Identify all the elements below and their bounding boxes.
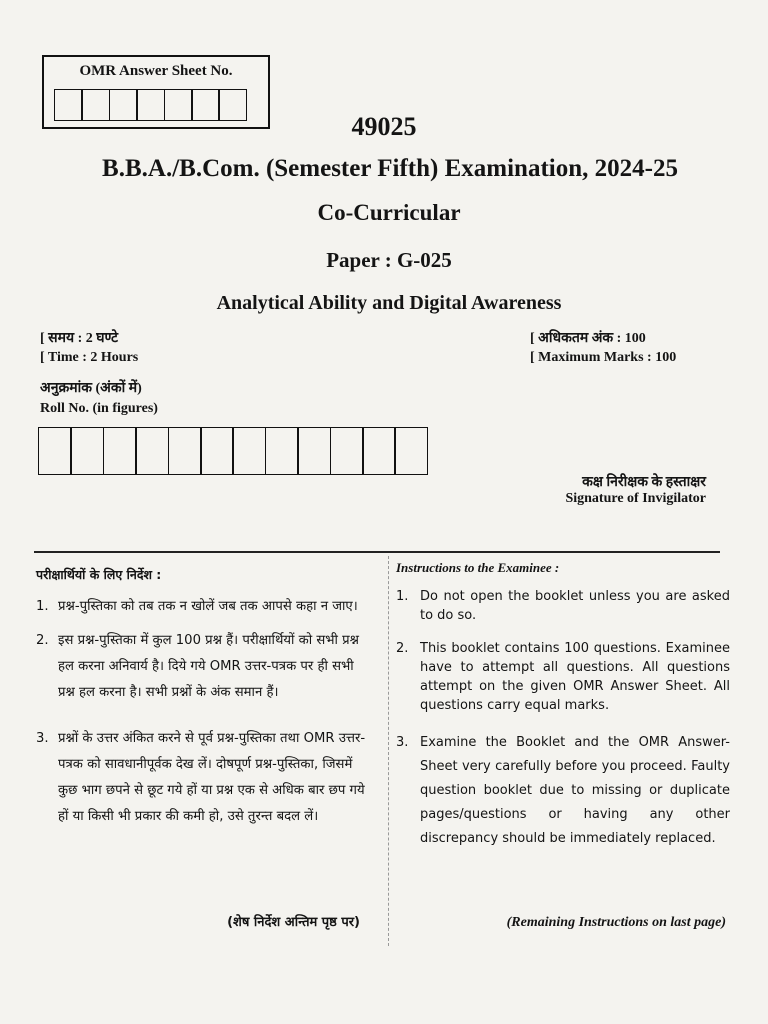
- roll-cell[interactable]: [232, 427, 266, 475]
- instruction-english-item: [396, 731, 730, 851]
- item-text: Examine the Booklet and the OMR Answer-Sheet very carefully before you proceed. Faulty question booklet due to missing or duplicate pages/questions or having any other discrepancy should be immediately replaced.: [420, 735, 730, 846]
- instructions-hindi: [36, 562, 368, 836]
- instructions-hindi-heading: परीक्षार्थियों के लिए निर्देश :: [36, 567, 162, 582]
- roll-cell[interactable]: [200, 427, 234, 475]
- roll-cell[interactable]: [70, 427, 104, 475]
- instruction-hindi-item: [36, 594, 368, 620]
- category-title: Co-Curricular: [317, 200, 461, 225]
- roll-label-hindi: अनुक्रमांक (अंकों में): [40, 381, 142, 396]
- item-text: This booklet contains 100 questions. Examinee have to attempt all questions. All questions attempt on the given OMR Answer Sheet. All questions carry equal marks.: [420, 641, 730, 713]
- subject-title: Analytical Ability and Digital Awareness: [216, 292, 562, 314]
- item-number: 2.: [36, 633, 49, 648]
- instruction-hindi-item: [36, 726, 368, 830]
- roll-cell[interactable]: [297, 427, 331, 475]
- roll-cell[interactable]: [103, 427, 137, 475]
- column-divider: [388, 556, 389, 946]
- item-number: 1.: [36, 599, 49, 614]
- omr-label: OMR Answer Sheet No.: [79, 63, 233, 79]
- exam-title: B.B.A./B.Com. (Semester Fifth) Examination, 2024-25: [102, 155, 678, 182]
- item-number: 3.: [396, 735, 409, 750]
- item-text: प्रश्नों के उत्तर अंकित करने से पूर्व प्रश्न-पुस्तिका तथा OMR उत्तर-पत्रक को सावधानीपूर्वक देख लें। दोषपूर्ण प्रश्न-पुस्तिका, जिसमें कुछ भाग छपने से छूट गये हों या प्रश्न एक से अधिक बार छप गये हों या किसी भी प्रकार की कमी हो, उसे तुरन्त बदल लें।: [58, 731, 366, 824]
- instruction-hindi-item: [36, 628, 368, 706]
- paper-code: Paper : G-025: [326, 248, 452, 272]
- roll-cell[interactable]: [168, 427, 202, 475]
- item-number: 2.: [396, 641, 409, 656]
- item-number: 3.: [36, 731, 49, 746]
- invigilator-label-hindi: कक्ष निरीक्षक के हस्ताक्षर: [582, 475, 706, 490]
- roll-cell[interactable]: [135, 427, 169, 475]
- roll-label-english: Roll No. (in figures): [40, 401, 158, 416]
- marks-english: [ Maximum Marks : 100: [530, 350, 677, 365]
- instructions-english: [396, 558, 730, 857]
- instruction-english-item: [396, 639, 730, 715]
- invigilator-label-english: Signature of Invigilator: [565, 491, 706, 506]
- remaining-instructions-hindi: (शेष निर्देश अन्तिम पृष्ठ पर): [227, 915, 360, 930]
- roll-cell[interactable]: [38, 427, 72, 475]
- item-number: 1.: [396, 589, 409, 604]
- roll-cell[interactable]: [265, 427, 299, 475]
- booklet-code: 49025: [351, 112, 417, 141]
- roll-cell[interactable]: [362, 427, 396, 475]
- time-english: [ Time : 2 Hours: [40, 350, 139, 365]
- marks-hindi: [ अधिकतम अंक : 100: [530, 331, 646, 346]
- instruction-english-item: [396, 587, 730, 625]
- section-divider: [34, 551, 720, 553]
- roll-cell[interactable]: [330, 427, 364, 475]
- remaining-instructions-english: (Remaining Instructions on last page): [506, 915, 726, 930]
- roll-number-cells: [38, 427, 427, 475]
- item-text: प्रश्न-पुस्तिका को तब तक न खोलें जब तक आपसे कहा न जाए।: [58, 599, 358, 614]
- roll-cell[interactable]: [394, 427, 428, 475]
- item-text: Do not open the booklet unless you are asked to do so.: [420, 589, 730, 623]
- instructions-english-heading: Instructions to the Examinee :: [396, 560, 560, 575]
- item-text: इस प्रश्न-पुस्तिका में कुल 100 प्रश्न हैं। परीक्षार्थियों को सभी प्रश्न हल करना अनिवार्य है। दिये गये OMR उत्तर-पत्रक पर ही सभी प्रश्न हल करना है। सभी प्रश्नों के अंक समान हैं।: [58, 633, 359, 700]
- time-hindi: [ समय : 2 घण्टे: [40, 331, 119, 346]
